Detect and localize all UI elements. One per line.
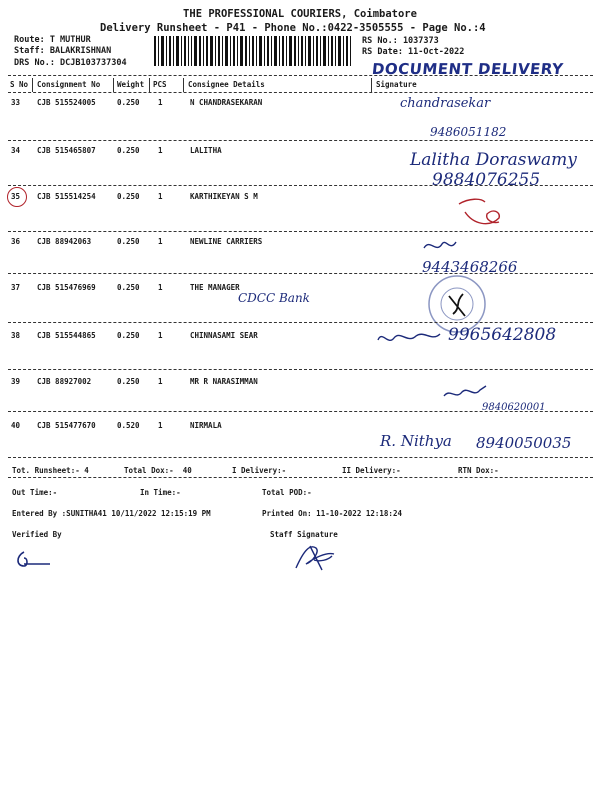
row-weight: 0.250 [117,146,140,155]
row-divider [8,231,593,232]
signature-name: R. Nithya [380,432,452,450]
total-dox: Total Dox:- 40 [124,466,192,475]
row-divider [8,369,593,370]
staff-label: Staff: BALAKRISHNAN [14,46,112,56]
runsheet-title: Delivery Runsheet - P41 - Phone No.:0422-3505555 - Page No.:4 [100,22,486,34]
row-sno: 35 [11,192,21,201]
row-sno: 36 [11,237,21,246]
col-header-weight: Weight [117,80,145,89]
total-pod: Total POD:- [262,488,312,497]
in-time: In Time:- [140,488,181,497]
i-delivery: I Delivery:- [232,466,287,475]
header-bottom-divider [8,92,593,93]
barcode-graphic [152,36,352,66]
row-pcs: 1 [158,146,163,155]
staff-signature-scribble [290,540,340,576]
row-pcs: 1 [158,377,163,386]
col-sep [113,78,114,92]
col-header-pcs: PCS [153,80,167,89]
row-divider [8,273,593,274]
row-weight: 0.250 [117,331,140,340]
entered-by: Entered By :SUNITHA41 10/11/2022 12:15:19 PM [12,509,211,518]
staff-signature-label: Staff Signature [270,530,338,539]
col-sep [149,78,150,92]
signature-name: Lalitha Doraswamy [410,150,577,170]
rtn-dox: RTN Dox:- [458,466,499,475]
signature-scribble [374,326,446,348]
row-consignee: NEWLINE CARRIERS [190,237,263,246]
signature-scribble [440,382,490,404]
row-consignee: CHINNASAMI SEAR [190,331,258,340]
verified-by-label: Verified By [12,530,62,539]
verifier-signature [14,548,54,570]
header-top-divider [8,75,593,76]
company-title: THE PROFESSIONAL COURIERS, Coimbatore [183,8,417,20]
route-label: Route: T MUTHUR [14,35,91,45]
col-header-signature: Signature [376,80,417,89]
row-divider [8,185,593,186]
row-sno: 39 [11,377,21,386]
rs-date: RS Date: 11-Oct-2022 [362,47,465,57]
row-weight: 0.250 [117,377,140,386]
signature-phone: 9486051182 [430,125,507,139]
row-consignee: NIRMALA [190,421,222,430]
row-sno: 38 [11,331,21,340]
row-weight: 0.250 [117,283,140,292]
row-weight: 0.250 [117,192,140,201]
row-weight: 0.520 [117,421,140,430]
row-sno: 33 [11,98,21,107]
row-divider [8,322,593,323]
row-pcs: 1 [158,192,163,201]
signature-phone: 9884076255 [432,170,541,190]
row-divider [8,140,593,141]
row-pcs: 1 [158,331,163,340]
row-consignment: CJB 88927002 [37,377,92,386]
handwritten-note: CDCC Bank [238,291,310,305]
total-runsheet: Tot. Runsheet:- 4 [12,466,89,475]
row-consignment: CJB 515477670 [37,421,96,430]
document-delivery-stamp: DOCUMENT DELIVERY [371,60,565,78]
signature-name: chandrasekar [400,96,491,111]
row-consignment: CJB 88942063 [37,237,92,246]
row-sno: 34 [11,146,21,155]
row-consignment: CJB 515476969 [37,283,96,292]
row-divider [8,411,593,412]
out-time: Out Time:- [12,488,58,497]
signature-phone: 9965642808 [448,325,557,345]
barcode [152,36,352,66]
row-pcs: 1 [158,237,163,246]
row-sno: 37 [11,283,21,292]
row-consignment: CJB 515514254 [37,192,96,201]
col-sep [32,78,33,92]
col-header-consignee: Consignee Details [188,80,265,89]
signature-scribble [455,194,505,230]
signature-scribble [420,234,460,258]
row-consignment: CJB 515544865 [37,331,96,340]
row-consignee: N CHANDRASEKARAN [190,98,263,107]
row-divider [8,457,593,458]
totals-divider [8,477,593,478]
col-sep [183,78,184,92]
col-header-consignment: Consignment No [37,80,101,89]
row-pcs: 1 [158,421,163,430]
drs-number: DRS No.: DCJB103737304 [14,58,127,68]
row-consignee: KARTHIKEYAN S M [190,192,258,201]
printed-on: Printed On: 11-10-2022 12:18:24 [262,509,402,518]
rs-number: RS No.: 1037373 [362,36,439,46]
row-consignment: CJB 515524005 [37,98,96,107]
ii-delivery: II Delivery:- [342,466,401,475]
row-consignee: LALITHA [190,146,222,155]
row-weight: 0.250 [117,98,140,107]
signature-phone: 8940050035 [476,434,572,452]
row-consignee: MR R NARASIMMAN [190,377,258,386]
row-pcs: 1 [158,98,163,107]
signature-phone: 9443468266 [422,258,518,276]
row-pcs: 1 [158,283,163,292]
row-weight: 0.250 [117,237,140,246]
row-consignee: THE MANAGER [190,283,240,292]
row-sno: 40 [11,421,21,430]
col-sep [371,78,372,92]
signature-phone: 9840620001 [482,402,546,413]
col-header-sno: S No [10,80,29,89]
row-consignment: CJB 515465807 [37,146,96,155]
